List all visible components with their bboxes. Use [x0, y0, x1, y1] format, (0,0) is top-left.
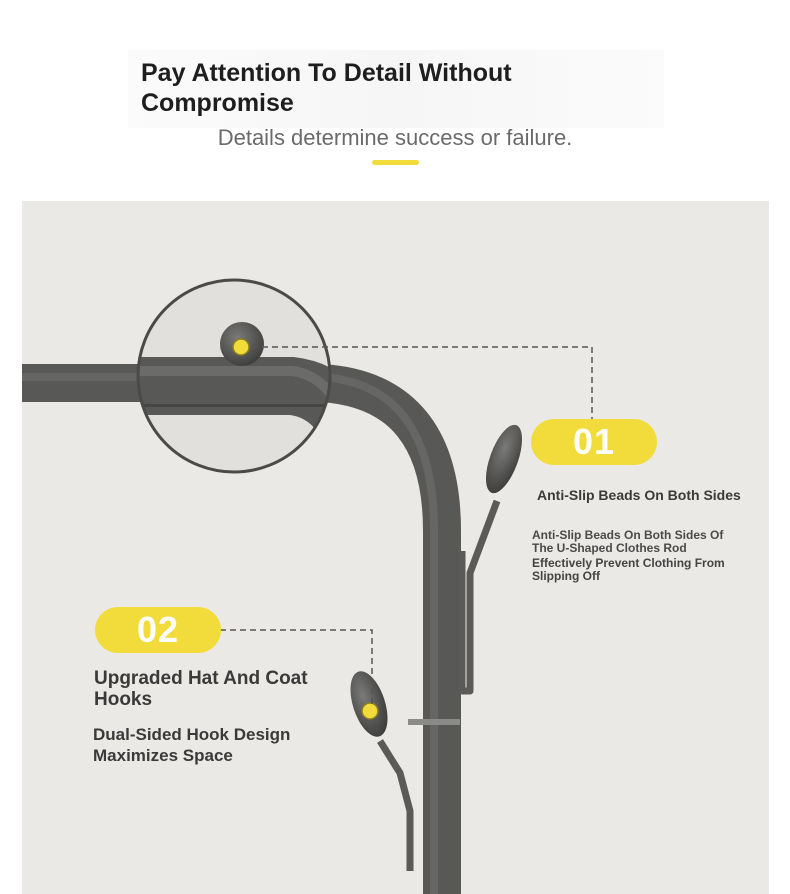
feature-2-description	[93, 727, 293, 764]
magnifier-circle-icon	[122, 276, 362, 481]
feature-2-title: Upgraded Hat And Coat Hooks	[94, 668, 308, 710]
feature-1-description	[532, 529, 742, 583]
feature-number-01: 01	[531, 419, 657, 465]
headline: Pay Attention To Detail Without Compromise	[141, 59, 512, 117]
lower-hook	[343, 667, 410, 871]
feature-number-02: 02	[95, 607, 221, 653]
callout-dot-icon	[362, 703, 378, 719]
upper-hook	[462, 420, 529, 691]
hook-knob-icon	[479, 420, 530, 497]
feature-1-description-extra: Effectively Prevent Clothing From Slipping Off	[532, 556, 725, 583]
callout-dot-icon	[233, 339, 249, 355]
accent-underline	[372, 160, 419, 165]
subtitle: Details determine success or failure.	[217, 125, 573, 150]
rod-joint	[408, 719, 460, 725]
feature-1-title: Anti-Slip Beads On Both Sides	[537, 487, 741, 503]
feature-2-description-line2: Maximizes Space	[93, 746, 233, 765]
feature-2-description-line1: Dual-Sided Hook Design	[93, 725, 291, 744]
feature-1-description-main: Anti-Slip Beads On Both Sides Of The U-Shaped Clothes Rod	[532, 528, 724, 555]
product-panel	[22, 201, 769, 894]
